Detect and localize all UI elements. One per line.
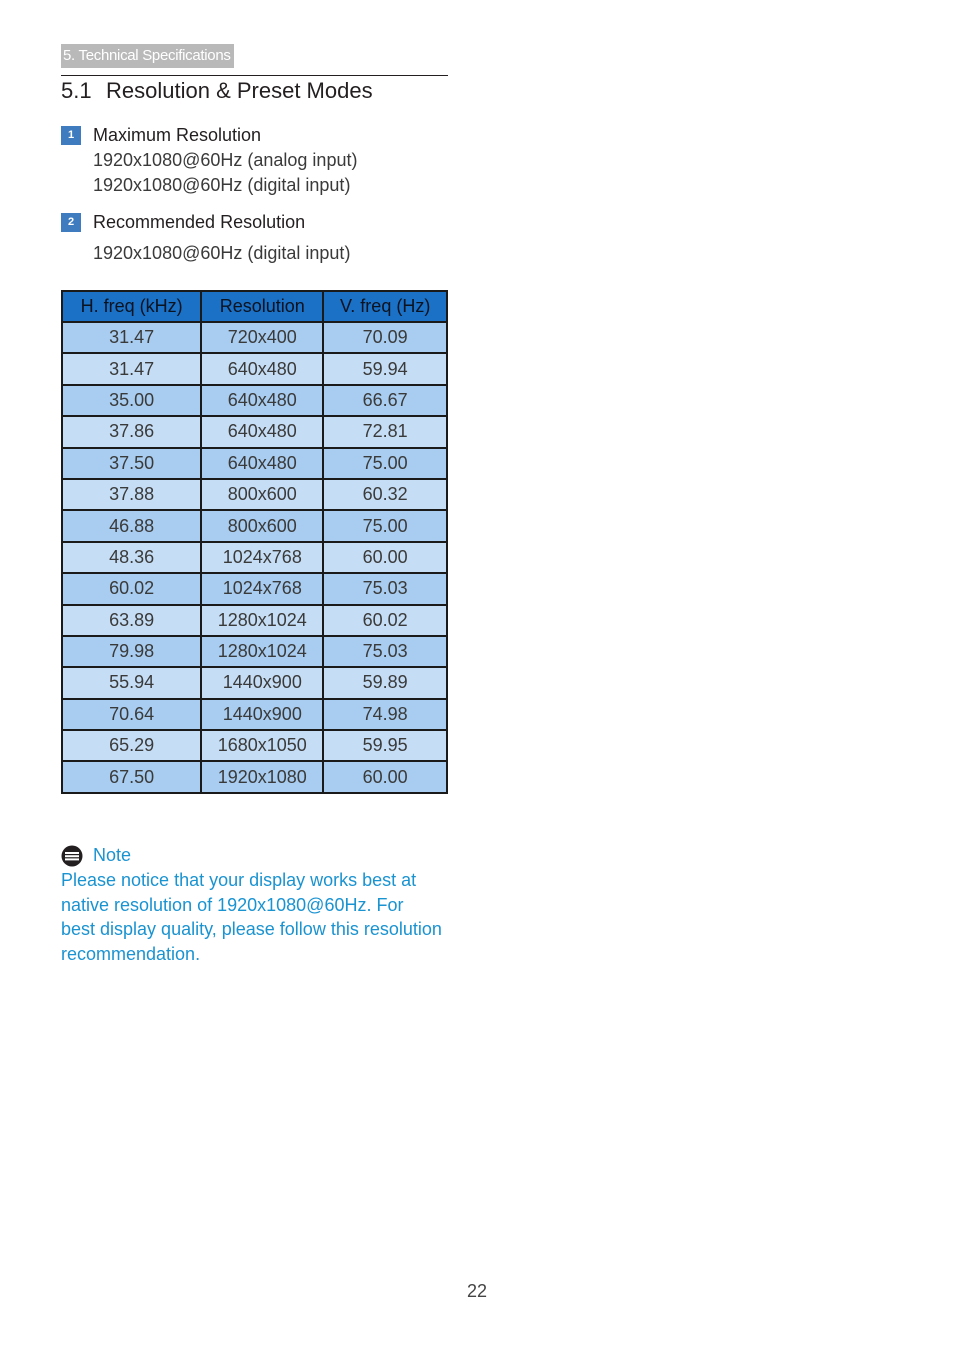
cell-vfreq: 59.95: [323, 730, 447, 761]
table-row: [62, 385, 447, 416]
cell-vfreq: 75.03: [323, 636, 447, 667]
cell-resolution: 1680x1050: [201, 730, 323, 761]
table-row: [62, 667, 447, 698]
table-row: [62, 573, 447, 604]
note-line: native resolution of 1920x1080@60Hz. For: [61, 894, 404, 915]
table-row: [62, 636, 447, 667]
cell-hfreq: 65.29: [62, 730, 201, 761]
table-row: [62, 322, 447, 353]
cell-hfreq: 63.89: [62, 605, 201, 636]
number-badge: 1: [61, 126, 81, 145]
table-row: [62, 730, 447, 761]
cell-resolution: 1440x900: [201, 667, 323, 698]
page-number: 22: [466, 1281, 488, 1301]
cell-vfreq: 75.03: [323, 573, 447, 604]
item-heading: Maximum Resolution: [93, 125, 262, 145]
table-row: [62, 416, 447, 447]
cell-hfreq: 70.64: [62, 699, 201, 730]
note-icon: [61, 845, 83, 867]
page-title: [61, 76, 373, 106]
cell-vfreq: 60.00: [323, 761, 447, 792]
item-value: 1920x1080@60Hz (digital input): [93, 175, 351, 195]
cell-resolution: 640x480: [201, 448, 323, 479]
table-row: [62, 448, 447, 479]
cell-hfreq: 46.88: [62, 510, 201, 541]
item-value: 1920x1080@60Hz (digital input): [93, 243, 351, 263]
table-row: [62, 605, 447, 636]
cell-vfreq: 60.32: [323, 479, 447, 510]
table-row: [62, 542, 447, 573]
preset-modes-table: [61, 290, 448, 794]
cell-hfreq: 37.50: [62, 448, 201, 479]
cell-resolution: 1280x1024: [201, 605, 323, 636]
cell-resolution: 1440x900: [201, 699, 323, 730]
note-line: best display quality, please follow this resolution: [61, 919, 442, 940]
note-box: [61, 843, 451, 966]
section-tag: 5. Technical Specifications: [61, 44, 234, 68]
section-number: 5.1: [61, 78, 92, 103]
item-value: 1920x1080@60Hz (analog input): [93, 150, 358, 170]
cell-vfreq: 70.09: [323, 322, 447, 353]
cell-vfreq: 66.67: [323, 385, 447, 416]
cell-hfreq: 35.00: [62, 385, 201, 416]
cell-hfreq: 55.94: [62, 667, 201, 698]
cell-resolution: 640x480: [201, 353, 323, 384]
cell-vfreq: 72.81: [323, 416, 447, 447]
cell-hfreq: 48.36: [62, 542, 201, 573]
cell-hfreq: 37.88: [62, 479, 201, 510]
note-title: Note: [93, 845, 132, 865]
cell-hfreq: 67.50: [62, 761, 201, 792]
cell-vfreq: 60.02: [323, 605, 447, 636]
cell-vfreq: 60.00: [323, 542, 447, 573]
cell-vfreq: 75.00: [323, 448, 447, 479]
column-header-resolution: Resolution: [201, 291, 323, 322]
table-row: [62, 510, 447, 541]
cell-resolution: 1920x1080: [201, 761, 323, 792]
cell-vfreq: 75.00: [323, 510, 447, 541]
cell-resolution: 800x600: [201, 479, 323, 510]
table-row: [62, 353, 447, 384]
note-line: Please notice that your display works best at: [61, 870, 417, 890]
column-header-vfreq: V. freq (Hz): [323, 291, 447, 322]
column-header-hfreq: H. freq (kHz): [62, 291, 201, 322]
cell-resolution: 720x400: [201, 322, 323, 353]
cell-resolution: 1024x768: [201, 573, 323, 604]
cell-hfreq: 31.47: [62, 353, 201, 384]
cell-resolution: 640x480: [201, 416, 323, 447]
section-title-text: Resolution & Preset Modes: [106, 78, 373, 103]
cell-hfreq: 79.98: [62, 636, 201, 667]
number-badge: 2: [61, 213, 81, 232]
cell-resolution: 1024x768: [201, 542, 323, 573]
table-row: [62, 699, 447, 730]
note-text: [61, 868, 451, 966]
table-row: [62, 761, 447, 792]
cell-resolution: 640x480: [201, 385, 323, 416]
table-body: [62, 322, 447, 793]
item-heading: Recommended Resolution: [93, 212, 306, 232]
note-line: recommendation.: [61, 943, 201, 964]
cell-hfreq: 37.86: [62, 416, 201, 447]
table-row: [62, 479, 447, 510]
table-header-row: [62, 291, 447, 322]
cell-vfreq: 59.89: [323, 667, 447, 698]
cell-hfreq: 60.02: [62, 573, 201, 604]
cell-resolution: 800x600: [201, 510, 323, 541]
cell-resolution: 1280x1024: [201, 636, 323, 667]
cell-vfreq: 74.98: [323, 699, 447, 730]
cell-hfreq: 31.47: [62, 322, 201, 353]
cell-vfreq: 59.94: [323, 353, 447, 384]
